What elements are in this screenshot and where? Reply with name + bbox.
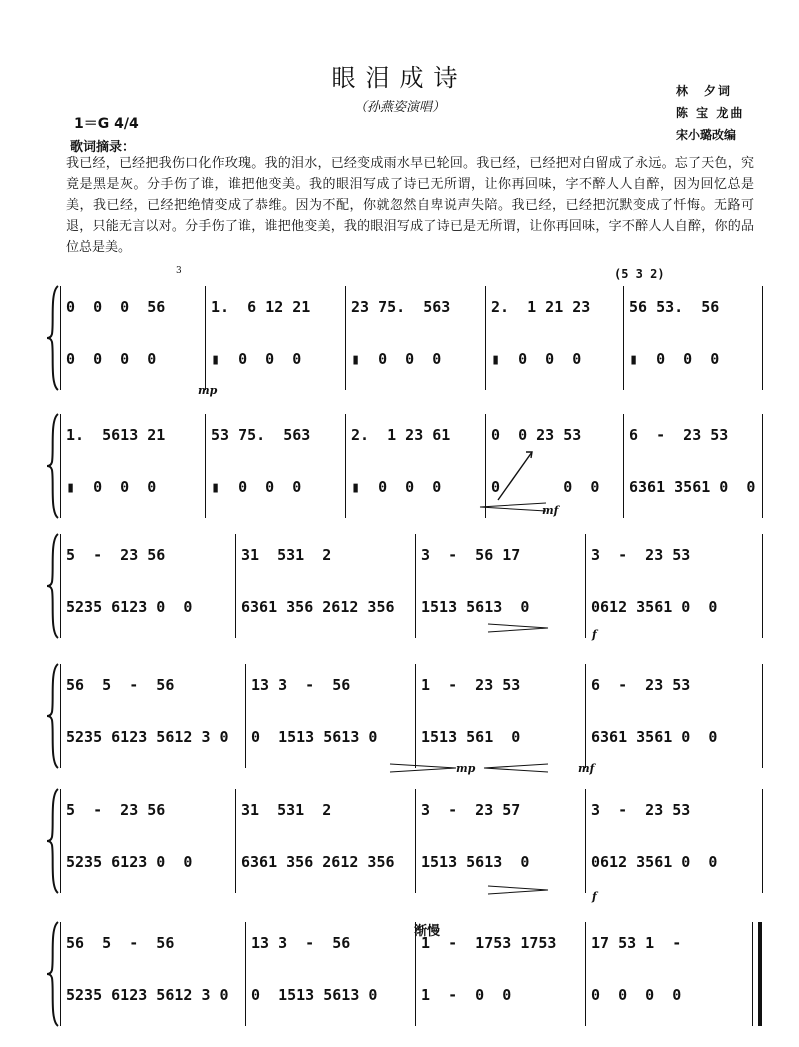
lyrics-text: 我已经，已经把我伤口化作玫瑰。我的泪水，已经变成雨水早已轮回。我已经，已经把对白留成了永远。忘了天色，究竟是黑是灰。分手伤了谁，谁把他变美。我的眼泪写成了诗已无所谓，让你再回味，字不醉人人自醉，因为回忆总是美，我已经，已经把绝情变成了恭维。因为不配，你就忽然自卑说声失陪。我已经，已经把沉默变成了忏悔。无路可退，只能无言以对。分手伤了谁，谁把他变美，我的眼泪写成了诗已是无所谓，让你再回味，字不醉人人自醉，你的品位总是美。 [66, 156, 754, 255]
upper-measure: 56 53. 56 [629, 298, 720, 316]
glissando-arrow [498, 452, 532, 500]
lower-measure: ▮ 0 0 0 [491, 350, 582, 368]
dynamic-mf-2: mf [578, 762, 595, 775]
upper-measure: 2. 1 23 61 [351, 426, 451, 444]
upper-measure: 31 531 2 [241, 801, 332, 819]
lower-measure: 0612 3561 0 0 [591, 853, 718, 871]
tuplet-marking: (5 3 2) [614, 267, 665, 281]
upper-measure: 3 - 56 17 [421, 546, 521, 564]
arranger-credit: 宋小璐改编 [676, 128, 737, 142]
upper-measure: 0 0 0 56 [66, 298, 166, 316]
lower-measure: 1 - 0 0 [421, 986, 512, 1004]
upper-measure: 53 75. 563 [211, 426, 311, 444]
lower-measure: ▮ 0 0 0 [351, 350, 442, 368]
lower-measure: 6361 3561 0 0 [629, 478, 756, 496]
upper-measure: 6 - 23 53 [591, 676, 691, 694]
upper-measure: 3 - 23 53 [591, 801, 691, 819]
crescendo-hairpin-1 [480, 503, 546, 511]
upper-measure: 2. 1 21 23 [491, 298, 591, 316]
tempo-mark: 渐慢 [414, 924, 441, 939]
song-title: 眼泪成诗 [331, 64, 468, 92]
upper-measure: 5 - 23 56 [66, 546, 166, 564]
lower-measure: 0 0 0 0 [591, 986, 682, 1004]
lower-measure: ▮ 0 0 0 [351, 478, 442, 496]
key-signature: 1＝G 4/4 [74, 116, 139, 132]
lower-measure: 1513 561 0 [421, 728, 521, 746]
lower-measure: 5235 6123 0 0 [66, 853, 193, 871]
composer-credit: 陈 宝 龙曲 [676, 106, 745, 120]
lower-measure: 5235 6123 5612 3 0 [66, 728, 229, 746]
lower-measure: ▮ 0 0 0 [629, 350, 720, 368]
upper-measure: 56 5 - 56 [66, 934, 175, 952]
upper-measure: 1 - 1753 1753 [421, 934, 557, 952]
upper-measure: 1 - 23 53 [421, 676, 521, 694]
upper-measure: 13 3 - 56 [251, 934, 351, 952]
upper-measure: 3 - 23 57 [421, 801, 521, 819]
upper-measure: 1. 5613 21 [66, 426, 166, 444]
dynamic-mf-1: mf [542, 504, 559, 517]
lower-measure: 0 1513 5613 0 [251, 986, 378, 1004]
dynamic-f-2: f [592, 890, 597, 903]
triplet-number: 3 [176, 266, 182, 276]
upper-measure: 5 - 23 56 [66, 801, 166, 819]
lower-measure: 0 1513 5613 0 [251, 728, 378, 746]
lower-measure: 5235 6123 0 0 [66, 598, 193, 616]
lower-measure: 0612 3561 0 0 [591, 598, 718, 616]
upper-measure: 31 531 2 [241, 546, 332, 564]
lyrics-heading: 歌词摘录： [70, 140, 136, 155]
upper-measure: 6 - 23 53 [629, 426, 729, 444]
lower-measure: 6361 356 2612 356 [241, 598, 395, 616]
lower-measure: ▮ 0 0 0 [211, 478, 302, 496]
upper-measure: 17 53 1 - [591, 934, 682, 952]
lower-measure: ▮ 0 0 0 [66, 478, 157, 496]
crescendo-hairpin-3 [484, 764, 548, 772]
lower-measure: ▮ 0 0 0 [211, 350, 302, 368]
lower-measure: 6361 3561 0 0 [591, 728, 718, 746]
lower-measure: 0 0 0 0 [66, 350, 157, 368]
lower-measure: 1513 5613 0 [421, 853, 530, 871]
crescendo-hairpin-4 [488, 886, 548, 894]
lower-measure: 0 0 0 [491, 478, 600, 496]
upper-measure: 13 3 - 56 [251, 676, 351, 694]
lower-measure: 5235 6123 5612 3 0 [66, 986, 229, 1004]
upper-measure: 1. 6 12 21 [211, 298, 311, 316]
lower-measure: 1513 5613 0 [421, 598, 530, 616]
dynamic-f-1: f [592, 628, 597, 641]
diminuendo-hairpin-1 [390, 764, 456, 772]
upper-measure: 3 - 23 53 [591, 546, 691, 564]
dynamic-mp-2: mp [456, 762, 476, 775]
upper-measure: 56 5 - 56 [66, 676, 175, 694]
upper-measure: 0 0 23 53 [491, 426, 582, 444]
crescendo-hairpin-2 [488, 624, 548, 632]
upper-measure: 23 75. 563 [351, 298, 451, 316]
lyricist-credit: 林 夕词 [676, 84, 733, 98]
dynamic-mp-1: mp [198, 384, 218, 397]
lower-measure: 6361 356 2612 356 [241, 853, 395, 871]
song-subtitle: （孙燕姿演唱） [353, 100, 445, 115]
